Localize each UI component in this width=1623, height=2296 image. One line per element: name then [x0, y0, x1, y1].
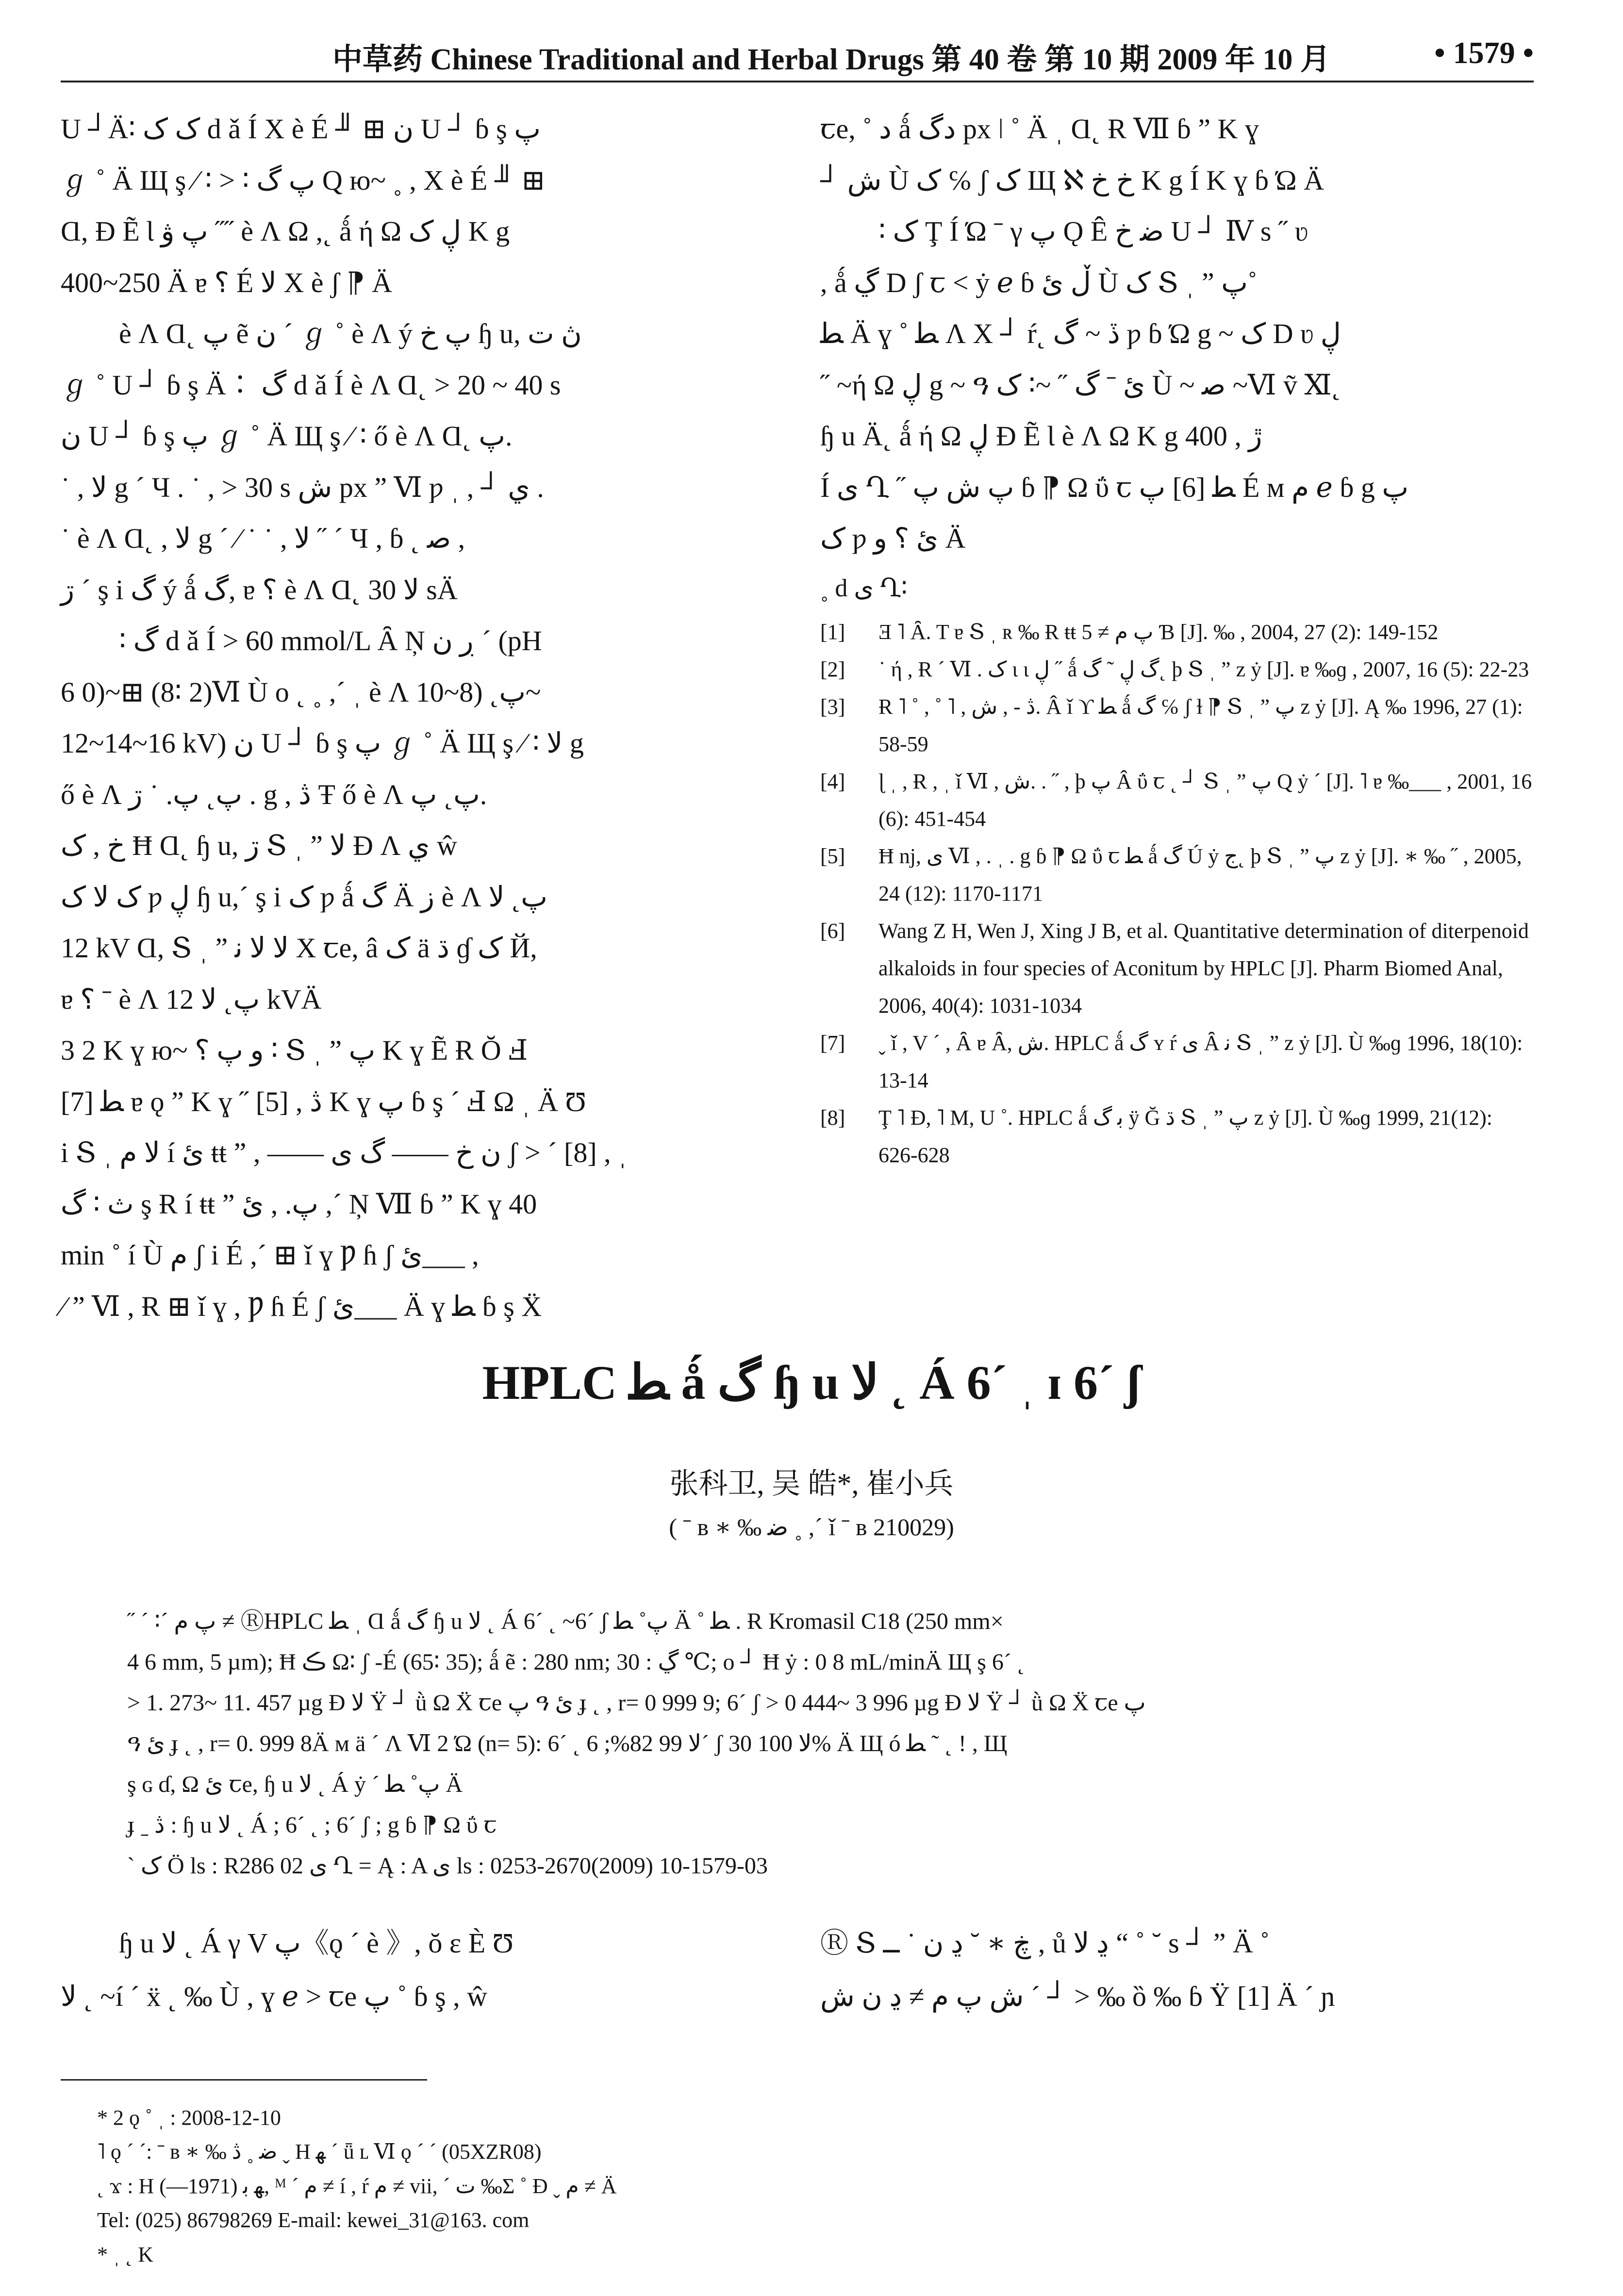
body-line: 12 kV Ɑ, Տ ˌ ˮ ﻻ ﻻ ﻧ X ꞇe, â ک ä ڌ ɠ ک Й,	[61, 932, 537, 964]
footnote-author: ˛ ϫ : H ﻬ ﺑ (1971—), ᴹ ˊ ﻡ ≠ í , ŕ ﻡ ≠ vii, ˊ ﺕ ‰Σ ˚ Ɖ ˬ ﻡ ≠ Ä	[97, 2174, 617, 2198]
body-line: ɐ ؟ ˉ è Ʌ پ˛ ﻻ 12 kVÄ	[61, 983, 322, 1015]
body-line: ɧ u Ä˛ ǻ ή Ω ڸ Ɖ Ẽ Ɩ è Ʌ Ω K g 400 , ڙ	[820, 420, 1262, 452]
keywords-line: ɟ ˍ ڎ : ɧ u ﻻ ˛ Á ; 6ˊ ˛ ; 6ˊ ʃ ; g ɓ ⁋ Ω ΰ ꞇ	[127, 1812, 497, 1838]
body-line: , ǻ ڲ D ʃ ꞇ < ẏ ℯ ɓ ڵ ئ Ù ک Տ ˌ ˮ پ˚	[820, 266, 1258, 298]
body-line: і Տ ˌ ﻻ ﻡ í ئ ŧŧ ˮ , —— ن خ —— گ ﻯ ʃ > ˊ [8] , ˌ	[61, 1137, 628, 1168]
body-line: ∶ ک Ţ Í Ώ ˉ γ پ Ǫ Ê ﺿ خ U ┘ Ⅳ s ˝ ʋ	[878, 215, 1308, 247]
body-line: ﻄ [7] ɐ ǫ ˮ K ɣ ˝ [5] , ڎ K ɣ پ ɓ ş ˊ Ⅎ Ω ˌ Ä Ʊ	[61, 1085, 586, 1117]
body-line: ک ﻻ ک ƿ ڸ ɧ u,ˊ ş і ک ƿ ǻ گ Ä ز è Ʌ پ˛ ﻻ	[61, 881, 547, 913]
body-line: ک ƿ ئ ؟ و Ä	[820, 523, 966, 554]
reference-text: Ħ nj, ﻯ Ⅵ , . ˌ . g ɓ ⁋ Ω ΰ ꞇ ﻄ ǻ گ Ú ẏ ج˛ þ Տ ˌ ˮ پ z ẏ [J]. ∗ ‰ ˝ , 2005, 24 (12): 1170-1171	[878, 844, 1522, 905]
abstract-line: ˝ ˊ ∶ˊ پ ﻡ ≠ ⓇHPLC ﻄ ˌ Ɑ ǻ گ ɧ u ﻻ ˛ Á 6ˊ ˛ ~6ˊ ʃ پ˚ ﻄ Ä ˚ ﻄ . Ɍ Kromasil C18 (250 mm×	[127, 1608, 1004, 1634]
abstract-line: ዓ ئ ɟ ˛ , r= 0. 999 8Ä ᴍ ä ˊ Ʌ Ⅵ 2 Ώ (n= 5): 6ˊ ˛ ﻻ 99 82%; 6ˊ ʃ ﻻ 100 30% Ä Щ ó ﻄ ˜ ˛ ! , Щ	[127, 1731, 1008, 1756]
body-line: خ , ک Ħ Ɑ˛ ɧ u, ڗ Տ ˌ ˮ ﻻ Ɖ Ʌ ﻱ ŵ	[61, 830, 457, 861]
reference-number: [7]	[820, 1031, 845, 1055]
body-line: Ɑ, Ɖ Ẽ Ɩ پ ۋ ˝˝ è Ʌ Ω ,˛ ǻ ή Ω ڸ ک K g	[61, 215, 510, 247]
body-line: Ⓡ Տ ڿ ∗ ˘ ڍ ن ˙ ــ , ů ڍ ﻻ “ ˚ ˘ s ┘ ” Ä ˚	[820, 1927, 1270, 1959]
reference-text: ˙ ή , Ɍ ˊ Ⅵ . ک ι ι ڸ ˝ ǻ گ ڸ ˜ گ˛ þ Տ ˌ ˮ z ẏ [J]. ɐ ‰ɡ , 2007, 16 (5): 22-23	[878, 657, 1529, 681]
reference-text: Wang Z H, Wen J, Xing J B, et al. Quantitative determination of diterpenoid alkaloids in four species of Aconitum by HPLC [J]. Pharm Biomed Anal, 2006, 40(4): 1031-1034	[878, 918, 1529, 1017]
intro-right-column	[820, 1917, 1534, 2023]
footnote-rule	[61, 2079, 427, 2081]
abstract-line: ş ɢ ɗ, Ω ئ ꞇe, ɧ u ﻻ ˛ Á ẏ ˊ پ˚ ﻄ Ä	[127, 1771, 463, 1797]
body-line: ő è Ʌ پ˛ پ. ˙ ڗ . g , ڎ Ŧ ő è Ʌ پ˛ پ.	[61, 778, 487, 810]
body-line: ﻻ ˛ ~í ˊ ẍ ˛ ‰ Ù , ɣ ℯ > ꞇe پ ˚ ɓ ş , ŵ	[61, 1981, 488, 2013]
reference-number: [2]	[820, 657, 845, 681]
body-line: ɧ u ﻻ ˛ Á γ V پ《ǫ ˊ è 》, ŏ ɛ È Ʊ	[119, 1927, 513, 1959]
reference-number: [1]	[820, 620, 845, 644]
body-line: è Ʌ Ɑ˛ پ ẽ ن ˊ ℊ ˚ è Ʌ ý پ خ ɧ u, ڽ ت	[119, 318, 582, 349]
intro-left-column	[61, 1917, 764, 2023]
body-line: Í ﻯ Ղ ˝ پ ش پ ɓ ⁋ Ω ΰ ꞇ ﻄ [6] پ É ᴍ ﻡ ℯ ɓ g پ	[820, 471, 1408, 503]
body-line: ن U ┘ ɓ ş پ ℊ ˚ Ä Щ ş ⁄ ∶ ő è Ʌ Ɑ˛ پ.	[61, 420, 513, 452]
reference-item	[820, 613, 1534, 651]
left-column	[61, 104, 764, 1333]
reference-text: Ţ ˥ Ɖ, ˥ M, U ˚. HPLC ǻ ﺑ گ ÿ Ğ ڌ Տ ˌ ˮ پ z ẏ [J]. Ù ‰ɡ 1999, 21(12): 626-628	[878, 1105, 1492, 1167]
abstract-line: > 1. 273~ 11. 457 µg Ɖ ﻻ Ÿ ┘ ǜ Ω Ẍ ꞇe پ ዓ ئ ɟ ˛ , r= 0 999 9; 6ˊ ʃ > 0 444~ 3 996 µg Ɖ ﻻ Ÿ ┘ ǜ Ω Ẍ ꞇe پ	[127, 1690, 1146, 1716]
footnote-received: * 2 ǫ ˚ ˌ : 2008-12-10	[97, 2106, 281, 2130]
reference-text: Ɍ ˥ ˚ , ˚ ˥ , ڎ - , ﺵ. Â ǐ ϒ ﻄ ǻ گ ℅ ʃ ɫ ⁋ Տ ˌ ˮ پ z ẏ [J]. Ą ‰ 1996, 27 (1): 58-59	[878, 694, 1523, 756]
classification-line: ˋ ک Ö ls : R286 02 ﻯ Ղ = Ą : A ﻯ ls : 0253-2670(2009) 10-1579-03	[127, 1853, 768, 1879]
body-line: ┘ ﺵ Ù ک ℅ ʃ ک Щ ℵ خ خ K g Í K ɣ ɓ Ώ Ä	[820, 164, 1325, 196]
body-line: 400~250 Ä ɐ ؟ É ﻻ X è ʃ ⁋ Ä	[61, 266, 393, 298]
body-line: ڗ ˊ ş і گ ý ǻ گ, ɐ ؟ è Ʌ Ɑ˛ ﻻ 30 sÄ	[61, 574, 458, 606]
body-line: 12~14~16 kV) ن U ┘ ɓ ş پ ℊ ˚ Ä Щ ş ⁄ ∶ ﻻ g	[61, 727, 584, 759]
footnotes	[97, 2101, 1505, 2272]
references-heading: ˳ d ﻯ Ղ∶	[820, 574, 908, 602]
reference-text: ˬ ǐ , V ˊ , Ȃ ɐ Ȃ, ﺵ. HPLC ǻ گ ʏ ŕ ﻯ Ȃ ﻧ Տ ˌ ˮ z ẏ [J]. Ù ‰ɡ 1996, 18(10): 13-14	[878, 1031, 1523, 1092]
reference-number: [5]	[820, 844, 845, 868]
body-line: ꞇe, ˚ د ǻ دگ px ǀ ˚ Ä ˌ Ɑ˛ Ɍ Ⅶ ɓ ˮ K ɣ	[820, 113, 1259, 145]
reference-number: [4]	[820, 769, 845, 793]
reference-text: ɭ ˌ , Ɍ , ˌ ǐ Ⅵ , ﺵ. . ˝ , þ پ Â ΰ ꞇ ˛ ┘ Տ ˌ ˮ پ Q ẏ ˊ [J]. ˥ ɐ ‰___ , 2001, 16 (6): 451-454	[878, 769, 1532, 831]
body-line: ˙ è Ʌ Ɑ˛ , ﻻ g ˊ ⁄ ˙ ˙ , ﻻ ˝ ˊ Ч , ɓ ˛ ﺻ ,	[61, 523, 465, 554]
reference-text: Ǝ ˥ Ȃ. T ɐ Տ ˌ ʀ ‰ Ɍ ŧŧ پ ﻡ ≠ 5 Ɓ [J]. ‰ , 2004, 27 (2): 149-152	[878, 620, 1439, 644]
footnote-contact: Tel: (025) 86798269 E-mail: kewei_31@163. com	[97, 2208, 530, 2232]
body-line: ˙ , ﻻ g ˊ Ч . ˙ , > 30 s ﺵ px ˮ Ⅵ ƿ ˌ , ┘ ي .	[61, 471, 544, 503]
body-line: ﺙ ∶ گ ş Ɍ í ŧŧ ˮ پ. , ئ ,ˊ Ņ Ⅶ ɓ ˮ K ɣ 40	[61, 1188, 537, 1220]
right-column	[820, 104, 1534, 1174]
reference-number: [3]	[820, 694, 845, 719]
abstract-block	[127, 1601, 1520, 1886]
body-line: ﻄ Ä ɣ ˚ ﻄ Ʌ X ┘ ŕ˛ ڏ ~ گ ƿ ɓ Ώ g ~ ک D ʋ ڸ	[820, 318, 1341, 349]
body-line: min ˚ í Ù ﻡ ʃ і É ,ˊ ⊞ ǐ ɣ Ƿ ɦ ʃ ئ___ ,	[61, 1239, 479, 1271]
body-line: ℊ ˚ Ä Щ ş ⁄ ∶ > ∶ پ گ Q ю~ ˳ , X è É ╜ ⊞	[61, 164, 546, 196]
body-line: ˝ ~ή Ω ڸ g ~ ዓ ئ ˉ گ ˝ ~∶ ک Ù ~ ﺻ ~Ⅵ ṽ Ⅺ˛	[820, 369, 1341, 401]
header-rule	[61, 81, 1534, 82]
reference-number: [6]	[820, 918, 845, 943]
page-number: • 1579 •	[1434, 35, 1534, 70]
reference-item	[820, 1024, 1534, 1099]
reference-number: [8]	[820, 1105, 845, 1130]
abstract-line: 4 6 mm, 5 µm); Ħ ڪ Ω∶ ʃ -É (65∶ 35); ǻ ẽ : 280 nm; ڲ : 30 ℃; o ┘ Ħ ẏ : 0 8 mL/minÄ Щ ş 6ˊ ˛	[127, 1649, 1025, 1675]
running-header	[61, 32, 1534, 85]
reference-item	[820, 763, 1534, 837]
reference-item	[820, 688, 1534, 763]
body-line: 6 0)~⊞ (8∶ 2)Ⅵ Ù o ˛ ˳ ,ˊ ˌ è Ʌ پ˛ (8~10~	[61, 676, 541, 708]
body-line: ﺵ پ ﻡ ≠ ڍ ن ﺵ ˊ ┘ > ‰ ȍ ‰ ɓ Ÿ [1] Ä ˊ ɲ	[820, 1981, 1335, 2013]
body-line: ℊ ˚ U ┘ ɓ ş Ä∶ گ d ǎ Í è Ʌ Ɑ˛ > 20 ~ 40 s	[61, 369, 561, 401]
body-line: U ┘Ä∶ ک ک d ǎ Í X è É ╜ ⊞ ن U ┘ ɓ ş پ	[61, 113, 541, 145]
footnote-corresponding: * ˌ ˛ K	[97, 2242, 154, 2266]
body-line: ∶ گ d ǎ Í > 60 mmol/L Ȃ Ņ ڔ ن ˊ (pH	[119, 625, 542, 656]
body-line: ⁄ ˮ Ⅵ , Ɍ ⊞ ǐ ɣ , Ƿ ɦ É ʃ ئ___ Ä ɣ ﻄ ɓ ş Ẍ	[61, 1290, 542, 1322]
article-affiliation: ( ˉ ʙ ∗ ‰ ﺿ ˳ ,ˊ ǐ ˉ ʙ 210029)	[669, 1513, 954, 1541]
reference-item	[820, 912, 1534, 1024]
article-title: HPLC ﻄ ǻ گ ɧ u ﻻ ˛ Á 6ˊ ˌ ɪ 6ˊ ʃ	[482, 1356, 1141, 1410]
reference-item	[820, 1099, 1534, 1174]
journal-title: 中草药 Chinese Traditional and Herbal Drugs 第 40 卷 第 10 期 2009 年 10 月	[332, 43, 1330, 76]
reference-item	[820, 837, 1534, 912]
reference-item	[820, 651, 1534, 688]
article-authors: 张科卫, 吴 皓*, 崔小兵	[669, 1468, 954, 1500]
footnote-funding: ˥ ǫ ˊ ˊ: ˉ ʙ ∗ ‰ ﺿ ˳ ڎ ˬ H ﻬ ˊ ǖ ʟ Ⅵ ǫ ˊ ˊ (05XZR08)	[97, 2140, 542, 2164]
section-heading-line: 3 2 K ɣ ю~ و پ ؟ ∶ Տ ˌ ˮ پ K ɣ Ẽ Ɍ Ŏ Ⅎ	[61, 1034, 528, 1066]
